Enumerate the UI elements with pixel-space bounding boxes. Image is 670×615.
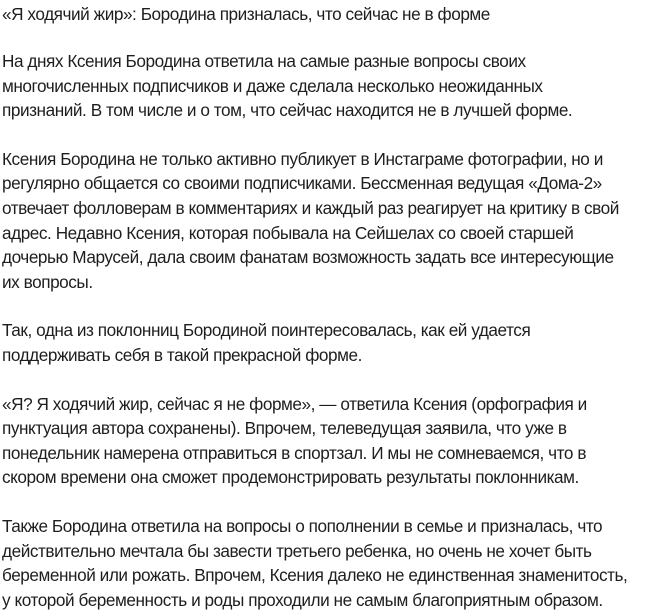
- article: [2, 2, 670, 612]
- paragraph-3: [2, 318, 670, 367]
- paragraph-line: пунктуация автора сохранены). Впрочем, телеведущая заявила, что уже в: [2, 418, 567, 439]
- paragraph-line: адрес. Недавно Ксения, которая побывала на Сейшелах со своей старшей: [2, 222, 574, 243]
- paragraph-line: «Я? Я ходячий жир, сейчас я не форме», — ответила Ксения (орфография и: [2, 393, 587, 414]
- paragraph-4: [2, 392, 670, 490]
- paragraph-line: регулярно общается со своими подписчиками. Бессменная ведущая «Дома-2»: [2, 173, 602, 194]
- paragraph-line: их вопросы.: [2, 271, 93, 292]
- paragraph-2: [2, 147, 670, 295]
- paragraph-line: беременной или рожать. Впрочем, Ксения далеко не единственная знаменитость,: [2, 565, 628, 586]
- paragraph-line: признаний. В том числе и о том, что сейчас находится не в лучшей форме.: [2, 100, 573, 121]
- paragraph-line: Так, одна из поклонниц Бородиной поинтересовалась, как ей удается: [2, 320, 531, 341]
- paragraph-line: дочерью Марусей, дала своим фанатам возможность задать все интересующие: [2, 247, 614, 268]
- paragraph-5: [2, 514, 670, 612]
- paragraph-line: скором времени она сможет продемонстрировать результаты поклонникам.: [2, 467, 579, 488]
- paragraph-line: понедельник намерена отправиться в спортзал. И мы не сомневаемся, что в: [2, 442, 587, 463]
- paragraph-line: отвечает фолловерам в комментариях и каждый раз реагирует на критику в свой: [2, 197, 619, 218]
- paragraph-line: Ксения Бородина не только активно публикует в Инстаграме фотографии, но и: [2, 148, 603, 169]
- article-title: «Я ходячий жир»: Бородина призналась, что сейчас не в форме: [2, 4, 490, 24]
- paragraph-1: [2, 49, 670, 123]
- paragraph-line: поддерживать себя в такой прекрасной форме.: [2, 344, 362, 365]
- paragraph-line: Также Бородина ответила на вопросы о пополнении в семье и призналась, что: [2, 515, 603, 536]
- paragraph-line: у которой беременность и роды проходили не самым благоприятным образом.: [2, 589, 603, 610]
- paragraph-line: многочисленных подписчиков и даже сделала несколько неожиданных: [2, 75, 543, 96]
- paragraph-line: На днях Ксения Бородина ответила на самые разные вопросы своих: [2, 51, 526, 71]
- paragraph-line: действительно мечтала бы завести третьего ребенка, но очень не хочет быть: [2, 540, 592, 561]
